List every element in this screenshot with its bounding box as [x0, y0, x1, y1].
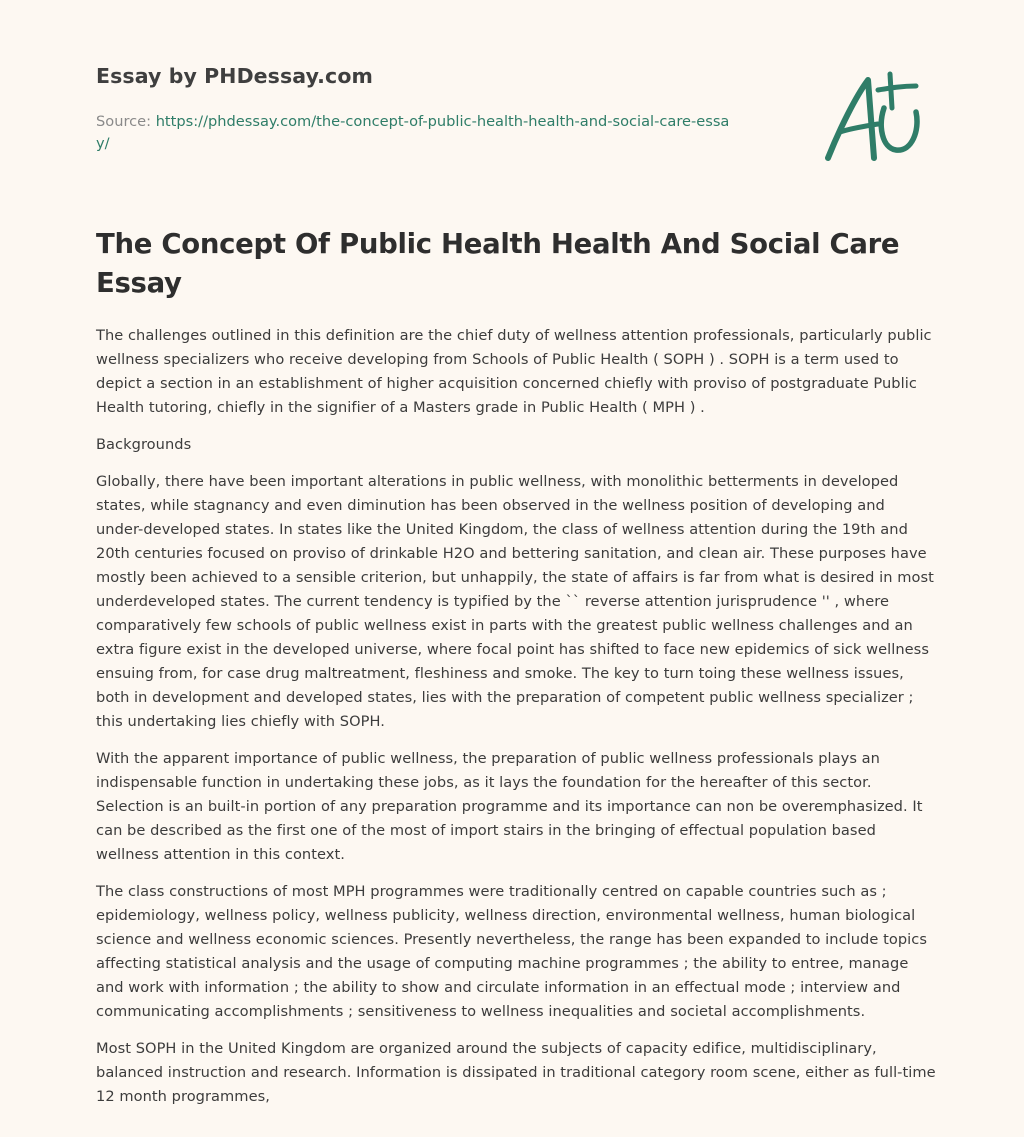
essay-title: The Concept Of Public Health Health And Social Care Essay: [96, 228, 900, 299]
paragraph: Globally, there have been important alterations in public wellness, with monolithic betterments in developed states, while stagnancy and even diminution has been observed in the wellness position of developing and under-developed states. In states like the United Kingdom, the class of wellness attention during the 19th and 20th centuries focused on proviso of drinkable H2O and bettering sanitation, and clean air. These purposes have mostly been achieved to a sensible criterion, but unhappily, the state of affairs is far from what is desired in most underdeveloped states. The current tendency is typified by the `` reverse attention jurisprudence '' , where comparatively few schools of public wellness exist in parts with the greatest public wellness challenges and an extra figure exist in the developed universe, where focal point has shifted to face new epidemics of sick wellness ensuing from, for case drug maltreatment, fleshiness and smoke. The key to turn toing these wellness issues, both in development and developed states, lies with the preparation of competent public wellness specializer ; this undertaking lies chiefly with SOPH.: [96, 473, 934, 730]
site-title: Essay by PHDessay.com: [96, 64, 373, 88]
paragraph: The class constructions of most MPH programmes were traditionally centred on capable countries such as ; epidemiology, wellness policy, wellness publicity, wellness direction, environmental wellness, human biological science and wellness economic sciences. Presently nevertheless, the range has been expanded to include topics affecting statistical analysis and the usage of computing machine programmes ; the ability to entree, manage and work with information ; the ability to show and circulate information in an effectual mode ; interview and communicating accomplishments ; sensitiveness to wellness inequalities and societal accomplishments.: [96, 883, 927, 1020]
paragraph-intro: The challenges outlined in this definition are the chief duty of wellness attention professionals, particularly public wellness specializers who receive developing from Schools of Public Health ( SOPH ) . SOPH is a term used to depict a section in an establishment of higher acquisition concerned chiefly with proviso of postgraduate Public Health tutoring, chiefly in the signifier of a Masters grade in Public Health ( MPH ) .: [96, 327, 932, 416]
paragraph: Most SOPH in the United Kingdom are organized around the subjects of capacity edifice, multidisciplinary, balanced instruction and research. Information is dissipated in traditional category room scene, either as full-time 12 month programmes,: [96, 1040, 936, 1105]
source-line: [96, 111, 736, 155]
paragraph: With the apparent importance of public wellness, the preparation of public wellness professionals plays an indispensable function in undertaking these jobs, as it lays the foundation for the hereafter of this sector. Selection is an built-in portion of any preparation programme and its importance can non be overemphasized. It can be described as the first one of the most of import stairs in the bringing of effectual population based wellness attention in this context.: [96, 750, 923, 863]
source-label: Source:: [96, 113, 152, 130]
section-heading-backgrounds: Backgrounds: [96, 436, 192, 453]
source-link[interactable]: https://phdessay.com/the-concept-of-public-health-health-and-social-care-essay/: [96, 113, 730, 152]
essay-body: [96, 324, 936, 1122]
a-plus-logo: [818, 66, 930, 166]
